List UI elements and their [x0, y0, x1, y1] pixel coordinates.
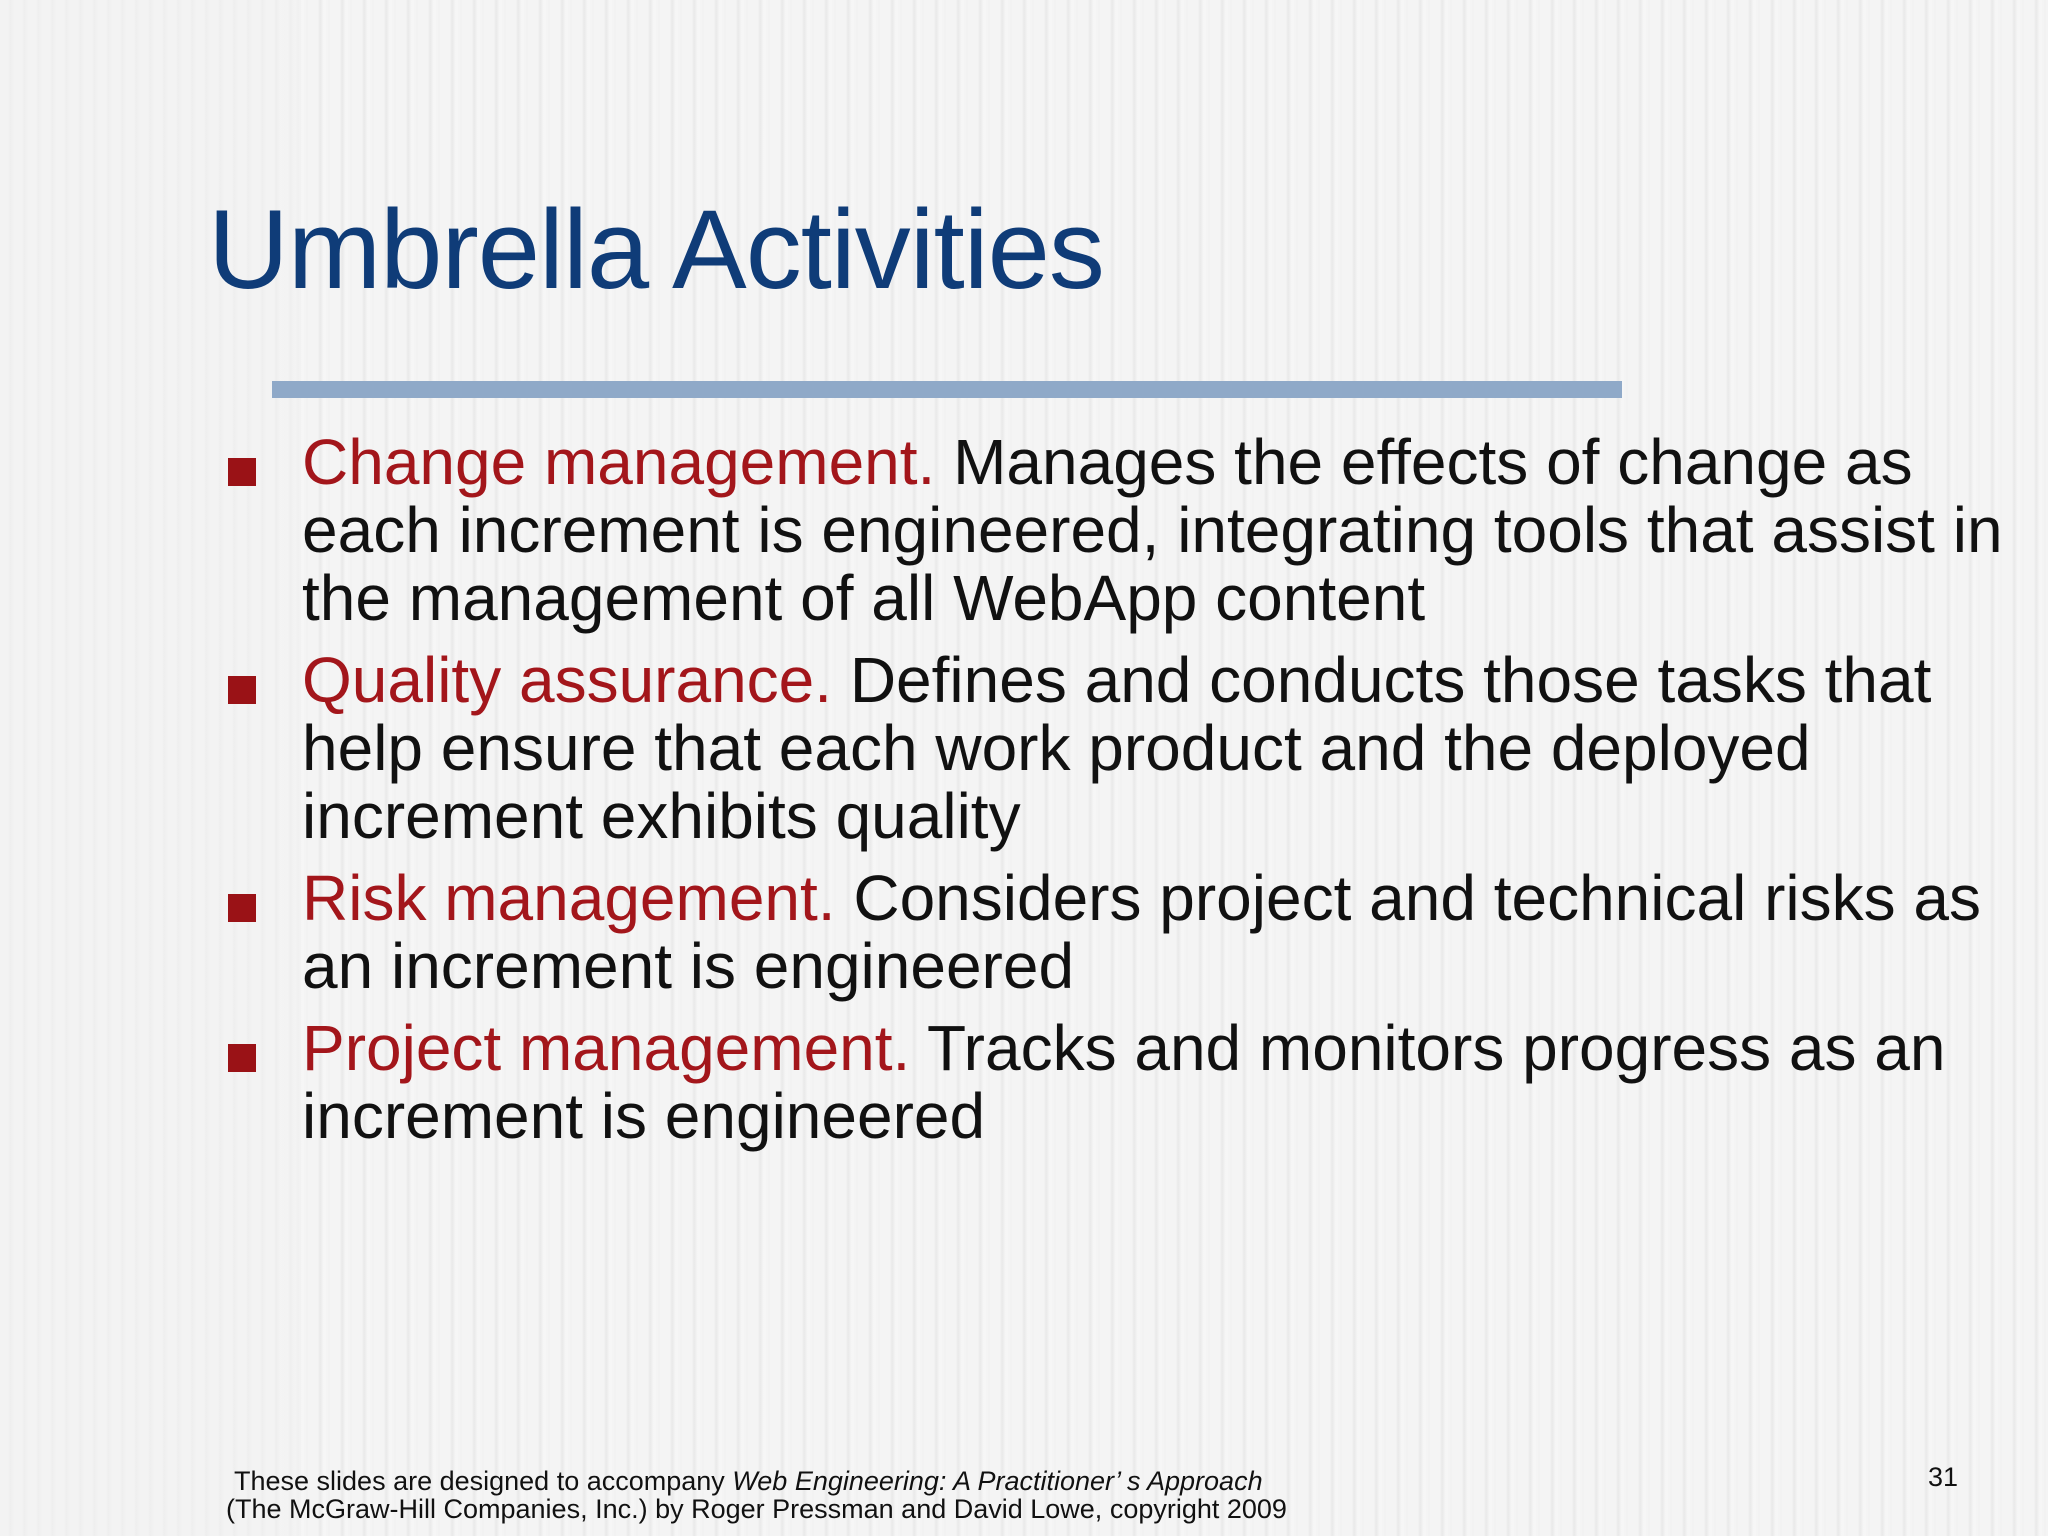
bullet-item-project-management	[224, 1014, 2024, 1150]
footer-book-title: Web Engineering: A Practitioner’ s Approach	[732, 1466, 1263, 1496]
slide-number: 31	[1928, 1462, 1959, 1492]
square-bullet-icon	[228, 1044, 256, 1072]
footer-prefix: These slides are designed to accompany	[234, 1466, 733, 1496]
bullet-item-risk-management	[224, 864, 2024, 1000]
bullet-term: Change management.	[302, 426, 936, 498]
bullet-term: Quality assurance.	[302, 644, 833, 716]
bullet-text: Tracks and monitors progress as an increment is engineered	[302, 1012, 1946, 1152]
bullet-term: Project management.	[302, 1012, 911, 1084]
bullet-term: Risk management.	[302, 862, 836, 934]
square-bullet-icon	[228, 458, 256, 486]
bullet-list	[224, 428, 2024, 1164]
square-bullet-icon	[228, 676, 256, 704]
bullet-item-change-management	[224, 428, 2024, 632]
bullet-text: Considers project and technical risks as an increment is engineered	[302, 862, 1981, 1002]
bullet-text: Manages the effects of change as each increment is engineered, integrating tools that assist in the management of all WebApp content	[302, 426, 2003, 634]
footer-citation-line1	[234, 1466, 1263, 1497]
footer-citation-line2: (The McGraw-Hill Companies, Inc.) by Roger Pressman and David Lowe, copyright 2009	[226, 1494, 1287, 1524]
title-underline	[272, 381, 1622, 398]
square-bullet-icon	[228, 894, 256, 922]
bullet-item-quality-assurance	[224, 646, 2024, 850]
bullet-text: Defines and conducts those tasks that help ensure that each work product and the deployed increment exhibits quality	[302, 644, 1932, 852]
slide-title: Umbrella Activities	[208, 187, 1104, 312]
